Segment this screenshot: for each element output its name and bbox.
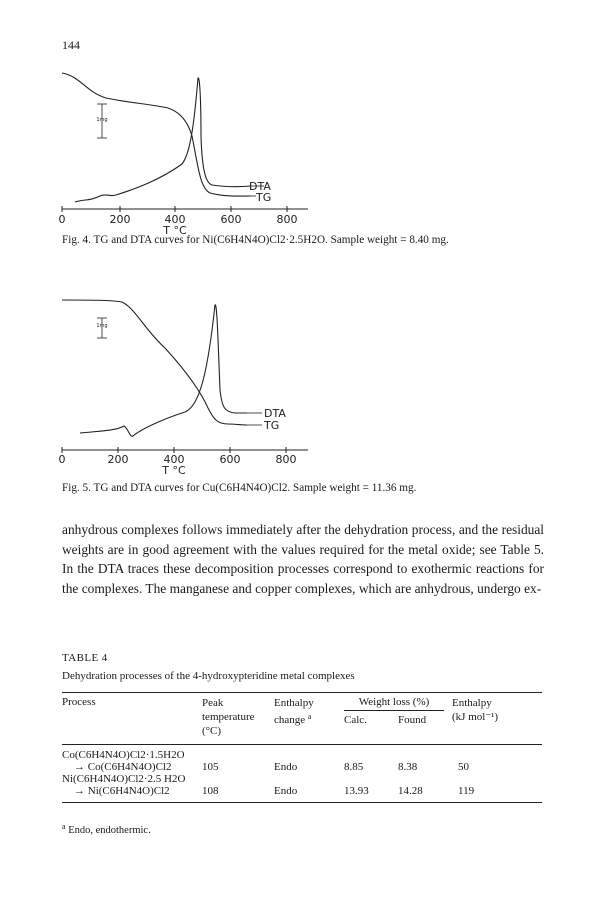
body-paragraph-text: anhydrous complexes follows immediately after the dehydration process, and the residual weights are in good agreement with the values required for the metal oxide; see Table 5. In the DTA traces these decomposition processes correspond to exothermic reactions for the complexes. The manganese and copper complexes, which are anhydrous, undergo ex- bbox=[62, 522, 544, 596]
cell-calc: 8.85 bbox=[344, 761, 364, 773]
header-enthalpy-change bbox=[274, 693, 344, 745]
header-process: Process bbox=[62, 696, 96, 708]
fig5-axis-label: T °C bbox=[162, 464, 186, 477]
figure-5-caption bbox=[62, 482, 542, 494]
cell-found: 8.38 bbox=[398, 761, 418, 773]
header-enthalpy-change-text: Enthalpy change bbox=[274, 697, 314, 726]
fig4-tick-label: 400 bbox=[164, 213, 186, 226]
fig5-tg-label: TG bbox=[264, 419, 280, 432]
footnote-text: Endo, endothermic. bbox=[68, 825, 151, 836]
figure-4-caption-text: Fig. 4. TG and DTA curves for Ni(C6H4N4O)Cl2·2.5H2O. Sample weight = 8.40 mg. bbox=[62, 234, 449, 246]
fig5-scale-label: 1mg bbox=[96, 323, 108, 329]
header-weight-loss-text: Weight loss (%) bbox=[344, 696, 444, 711]
body-paragraph bbox=[62, 520, 544, 598]
fig4-tg-curve bbox=[62, 73, 251, 196]
fig4-dta-label: DTA bbox=[249, 180, 271, 193]
cell-change: Endo bbox=[274, 785, 298, 797]
table-body bbox=[62, 745, 542, 803]
footnote-mark: a bbox=[62, 822, 66, 831]
header-calc: Calc. bbox=[344, 714, 367, 726]
table-footnote bbox=[62, 822, 151, 836]
fig5-tick-label: 800 bbox=[275, 453, 297, 466]
figure-5-caption-text: Fig. 5. TG and DTA curves for Cu(C6H4N4O)Cl2. Sample weight = 11.36 mg. bbox=[62, 482, 417, 494]
header-enthalpy-text: Enthalpy bbox=[452, 697, 492, 709]
cell-found: 14.28 bbox=[398, 785, 423, 797]
fig5-tick-label: 400 bbox=[163, 453, 185, 466]
table-row bbox=[62, 761, 542, 773]
header-enthalpy-change-mark: a bbox=[307, 712, 312, 721]
header-peak: Peak temperature (°C) bbox=[202, 697, 255, 737]
fig5-tick-label: 200 bbox=[107, 453, 129, 466]
fig4-tick-label: 200 bbox=[109, 213, 131, 226]
fig4-axis-label: T °C bbox=[163, 224, 187, 237]
cell-calc: 13.93 bbox=[344, 785, 369, 797]
figure-5-plot bbox=[50, 290, 320, 478]
header-enthalpy-unit: (kJ mol⁻¹) bbox=[452, 711, 499, 723]
figure-4-plot bbox=[50, 56, 320, 237]
dehydration-table bbox=[62, 692, 542, 803]
fig5-scale-bar bbox=[96, 318, 107, 338]
fig4-tg-label: TG bbox=[256, 191, 272, 204]
table-row bbox=[62, 745, 542, 762]
fig5-tick-label: 600 bbox=[219, 453, 241, 466]
table-label: TABLE 4 bbox=[62, 652, 108, 664]
fig4-tick-label: 0 bbox=[58, 213, 66, 226]
header-enthalpy bbox=[452, 693, 542, 745]
page-number: 144 bbox=[62, 38, 80, 52]
fig4-tick-label: 800 bbox=[276, 213, 298, 226]
figure-5-svg bbox=[50, 290, 320, 478]
table-header-row bbox=[62, 693, 542, 712]
figure-4-svg bbox=[50, 56, 320, 237]
header-found: Found bbox=[398, 714, 427, 726]
cell-enthalpy: 50 bbox=[458, 761, 469, 773]
fig5-dta-label: DTA bbox=[264, 407, 286, 420]
fig5-tick-label: 0 bbox=[58, 453, 66, 466]
table-title: Dehydration processes of the 4-hydroxypteridine metal complexes bbox=[62, 670, 355, 682]
fig4-scale-bar bbox=[96, 104, 107, 138]
table-row bbox=[62, 773, 542, 785]
cell-process: Co(C6H4N4O)Cl2·1.5H2O bbox=[62, 749, 185, 761]
cell-peak: 105 bbox=[202, 761, 219, 773]
cell-process-product: → Co(C6H4N4O)Cl2 bbox=[74, 761, 172, 773]
cell-enthalpy: 119 bbox=[458, 785, 475, 797]
fig4-tick-label: 600 bbox=[220, 213, 242, 226]
cell-process: Ni(C6H4N4O)Cl2·2.5 H2O bbox=[62, 773, 186, 785]
figure-4-caption bbox=[62, 234, 542, 246]
header-weight-loss bbox=[344, 693, 452, 712]
cell-process-product: → Ni(C6H4N4O)Cl2 bbox=[74, 785, 170, 797]
fig4-scale-label: 1mg bbox=[96, 117, 108, 123]
cell-peak: 108 bbox=[202, 785, 219, 797]
table-row bbox=[62, 785, 542, 803]
cell-change: Endo bbox=[274, 761, 298, 773]
